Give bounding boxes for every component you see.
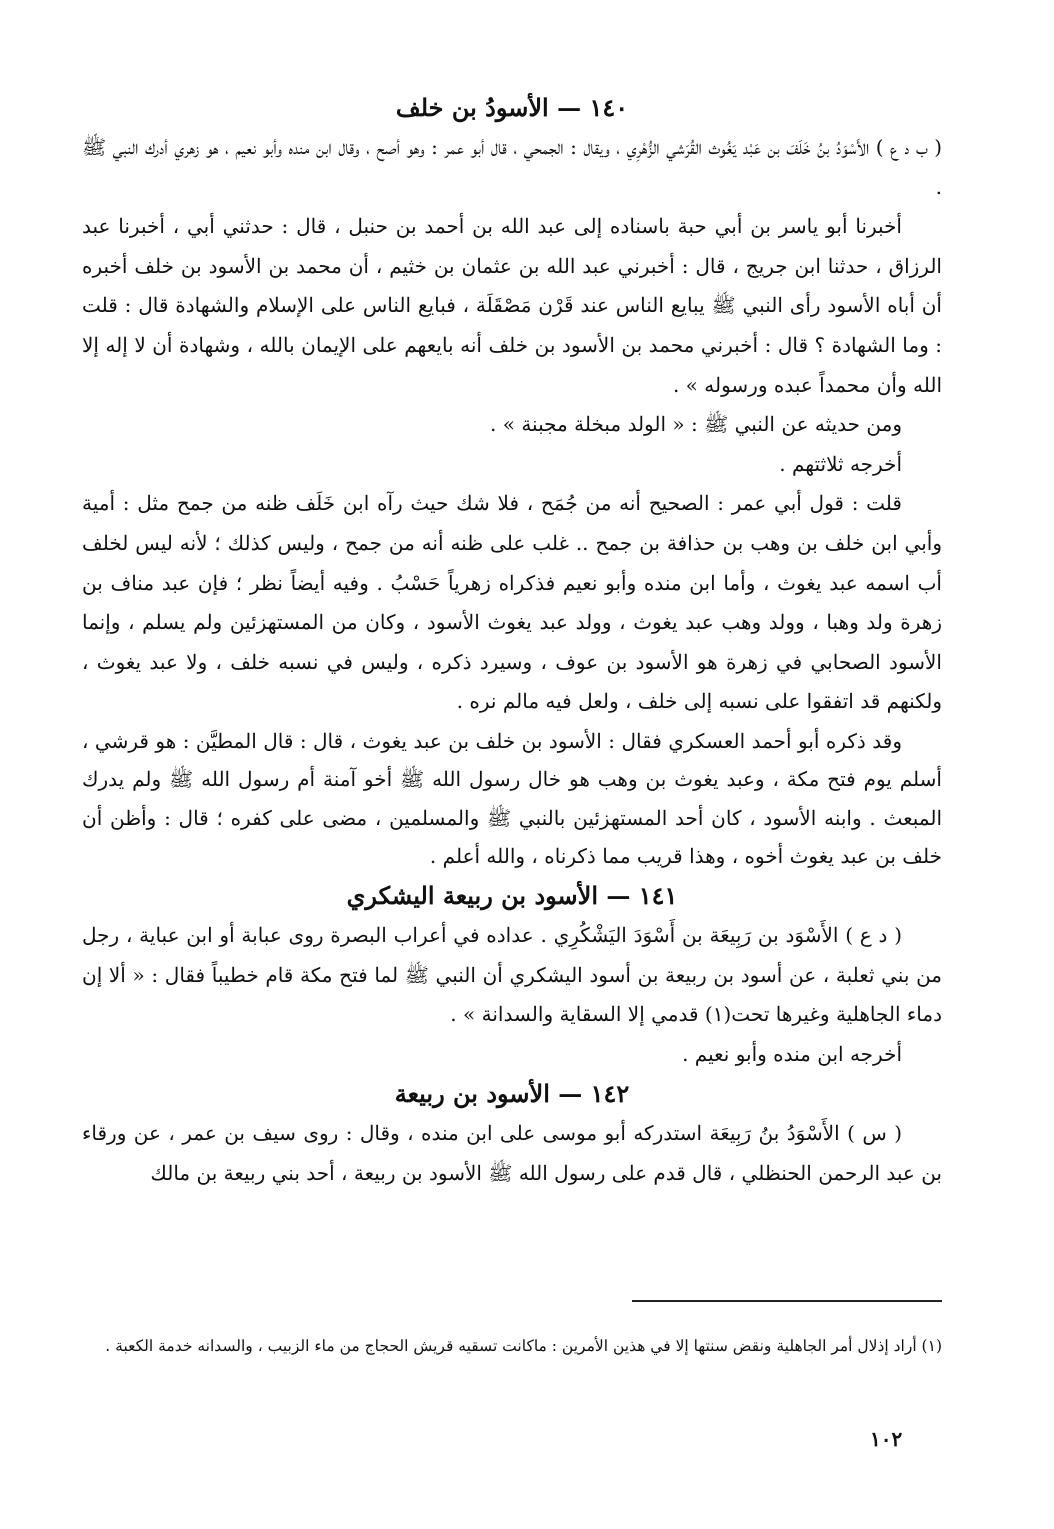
entry-140-paragraph-3: ومن حديثه عن النبي ﷺ : « الولد مبخلة مجبنة » . xyxy=(490,412,902,437)
entry-140-paragraph-2: أخبرنا أبو ياسر بن أبي حبة باسناده إلى عبد الله بن أحمد بن حنبل ، قال : حدثني أبي ، أخبرنا عبد الرزاق ، حدثنا ابن جريج ، قال : أخبرني عبد الله بن عثمان بن خثيم ، أن محمد بن الأسود بن خلف أخبره أن أباه الأسود رأى النبي ﷺ يبايع الناس عند قَرْن مَصْقَلَة ، فبايع الناس على الإسلام والشهادة قال : قلت : وما الشهادة ؟ قال : أخبرني محمد بن الأسود بن خلف أنه بايعهم على الإيمان بالله ، وشهادة أن لا إله إلا الله وأن محمداً عبده ورسوله » . xyxy=(82,214,942,397)
entry-140-paragraph-4: أخرجه ثلاثتهم . xyxy=(779,451,902,476)
entry-140-paragraph-6: وقد ذكره أبو أحمد العسكري فقال : الأسود بن خلف بن عبد يغوث ، قال : قال المطيَّن : هو قرشي ، أسلم يوم فتح مكة ، وعبد يغوث بن وهب هو خال رسول الله ﷺ أخو آمنة أم رسول الله ﷺ ولم يدرك المبعث . وابنه الأسود ، كان أحد المستهزئين بالنبي ﷺ والمسلمين ، مضى على كفره ؛ قال : وأظن أن خلف بن عبد يغوث أخوه ، وهذا قريب مما ذكرناه ، والله أعلم . xyxy=(82,728,942,869)
entry-141-paragraph-2: أخرجه ابن منده وأبو نعيم . xyxy=(682,1041,902,1066)
footnote: (١) أراد إذلال أمر الجاهلية ونقض سنتها إلا في هذين الأمرين : ماكانت تسقيه قريش الحجاج من ماء الزبيب ، والسدانه خدمة الكعبة . xyxy=(105,1337,942,1355)
entry-140-paragraph-5: قلت : قول أبي عمر : الصحيح أنه من جُمَح ، فلا شك حيث رآه ابن خَلَف ظنه من جمح مثل : أمية وأبي ابن خلف بن وهب بن حذافة بن جمح .. غلب على ظنه أنه من جمح ، وليس كذلك ؛ لأنه ليس لخلف أب اسمه عبد يغوث ، وأما ابن منده وأبو نعيم فذكراه زهرياً حَسْبُ . وفيه أيضاً نظر ؛ فإن عبد مناف بن زهرة ولد وهبا ، وولد وهب عبد يغوث ، وولد عبد يغوث الأسود ، وكان من المستهزئين ولم يسلم ، وإنما الأسود الصحابي في زهرة هو الأسود بن عوف ، وسيرد ذكره ، وليس في نسبه خلف ، ولا عبد يغوث ، ولكنهم قد اتفقوا على نسبه إلى خلف ، ولعل فيه مالم نره . xyxy=(82,491,942,714)
entry-title-140: ١٤٠ — الأسودُ بن خلف xyxy=(395,93,629,122)
page-number: ١٠٢ xyxy=(870,1427,903,1451)
entry-140-paragraph-1: ( ب د ع ) الأَسْوَدُ بنُ خَلَفَ بن عَبْد يَغُوث القُرَشي الزُّهْرِي ، ويقال : الجمحي ، قال أبو عمر : وهو أصح ، وقال ابن منده وأبو نعيم ، هو زهري أدرك النبي ﷺ . xyxy=(82,135,942,199)
entry-title-142: ١٤٢ — الأسود بن ربيعة xyxy=(394,1079,630,1109)
entry-title-141: ١٤١ — الأسود بن ربيعة اليشكري xyxy=(346,880,678,910)
entry-142-paragraph-1: ( س ) الأَسْوَدُ بنُ رَبِيعَة استدركه أبو موسى على ابن منده ، وقال : روى سيف بن عمر ، عن ورقاء بن عبد الرحمن الحنظلي ، قال قدم على رسول الله ﷺ الأسود بن ربيعة ، أحد بني ربيعة بن مالك xyxy=(82,1121,942,1185)
entry-141-paragraph-1: ( د ع ) الأَسْوَد بن رَبِيعَة بن أَسْوَدَ اليَشْكُرِي . عداده في أعراب البصرة روى عبابة أو ابن عباية ، رجل من بني ثعلبة ، عن أسود بن ربيعة بن أسود اليشكري أن النبي ﷺ لما فتح مكة قام خطيباً فقال : « ألا إن دماء الجاهلية وغيرها تحت(١) قدمي إلا السقاية والسدانة » . xyxy=(82,922,943,1027)
footnote-divider xyxy=(632,1300,942,1302)
